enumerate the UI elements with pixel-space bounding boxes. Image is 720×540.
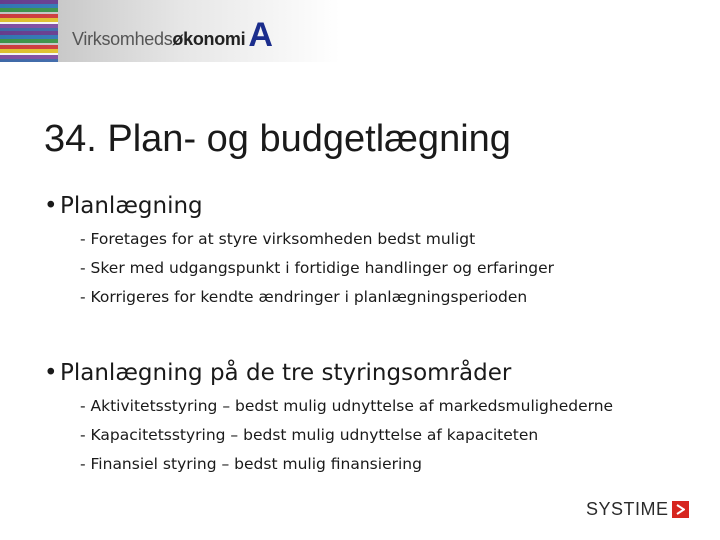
logo-text: SYSTIME bbox=[586, 498, 669, 519]
list-item: - Korrigeres for kendte ændringer i planlægningsperioden bbox=[80, 288, 528, 306]
brand-text-part1: Virksomheds bbox=[72, 29, 173, 49]
bullet-text: Planlægning på de tre styringsområder bbox=[60, 360, 512, 386]
list-item: - Finansiel styring – bedst mulig finansiering bbox=[80, 455, 422, 473]
brand-letter: A bbox=[248, 16, 273, 54]
section-planlaegning bbox=[44, 193, 554, 312]
list-item: - Sker med udgangspunkt i fortidige handlinger og erfaringer bbox=[80, 259, 555, 277]
bullet-dot-icon: • bbox=[44, 360, 58, 386]
stripes-graphic bbox=[0, 0, 58, 62]
bullet-dot-icon: • bbox=[44, 193, 58, 219]
section-styringsomraader bbox=[44, 360, 613, 479]
list-item: - Foretages for at styre virksomheden bedst muligt bbox=[80, 230, 476, 248]
header-banner bbox=[0, 0, 720, 62]
slide-title: 34. Plan- og budgetlægning bbox=[44, 118, 511, 160]
list-item: - Aktivitetsstyring – bedst mulig udnyttelse af markedsmulighederne bbox=[80, 397, 614, 415]
bullet-heading bbox=[44, 193, 554, 219]
bullet-heading bbox=[44, 360, 613, 386]
brand-logo bbox=[72, 16, 273, 54]
brand-text-part2: økonomi bbox=[172, 29, 246, 49]
bullet-text: Planlægning bbox=[60, 193, 203, 219]
systime-logo bbox=[586, 498, 689, 520]
list-item: - Kapacitetsstyring – bedst mulig udnyttelse af kapaciteten bbox=[80, 426, 539, 444]
play-triangle-icon bbox=[672, 501, 689, 518]
